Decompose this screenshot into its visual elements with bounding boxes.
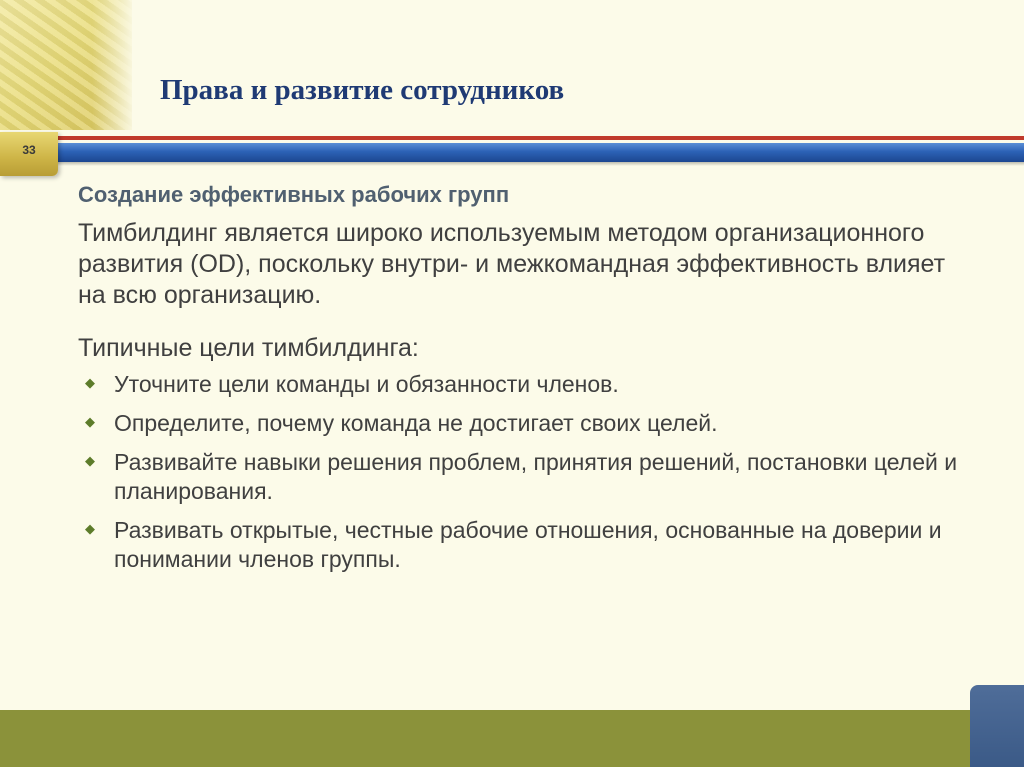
slide-content: [78, 182, 978, 584]
header-bar-shadow: [58, 162, 1024, 166]
list-item: [78, 370, 978, 399]
footer-bar: [0, 710, 1024, 767]
diamond-bullet-icon: ◆: [85, 453, 95, 468]
header-red-line: [58, 136, 1024, 140]
slide-title: Права и развитие сотрудников: [160, 74, 565, 106]
header-blue-bar: [58, 143, 1024, 162]
list-item: [78, 516, 978, 574]
list-item-text: Развивать открытые, честные рабочие отношения, основанные на доверии и понимании членов группы.: [114, 517, 942, 572]
list-item-text: Развивайте навыки решения проблем, принятия решений, постановки целей и планирования.: [114, 449, 958, 504]
list-item: [78, 409, 978, 438]
goals-list: [78, 370, 978, 574]
intro-paragraph: Тимбилдинг является широко используемым методом организационного развития (OD), поскольку внутри- и межкомандная эффективность влияет на всю организацию.: [78, 219, 946, 309]
list-item: [78, 448, 978, 506]
slide-subtitle: Создание эффективных рабочих групп: [78, 182, 510, 207]
corner-decorative-image: [0, 0, 132, 130]
list-item-text: Определите, почему команда не достигает своих целей.: [114, 410, 718, 436]
diamond-bullet-icon: ◆: [85, 375, 95, 390]
list-item-text: Уточните цели команды и обязанности членов.: [114, 371, 619, 397]
footer-corner-block: [970, 685, 1024, 767]
goals-heading: Типичные цели тимбилдинга:: [78, 334, 419, 362]
slide-number-badge: 33: [0, 132, 58, 176]
diamond-bullet-icon: ◆: [85, 414, 95, 429]
diamond-bullet-icon: ◆: [85, 521, 95, 536]
